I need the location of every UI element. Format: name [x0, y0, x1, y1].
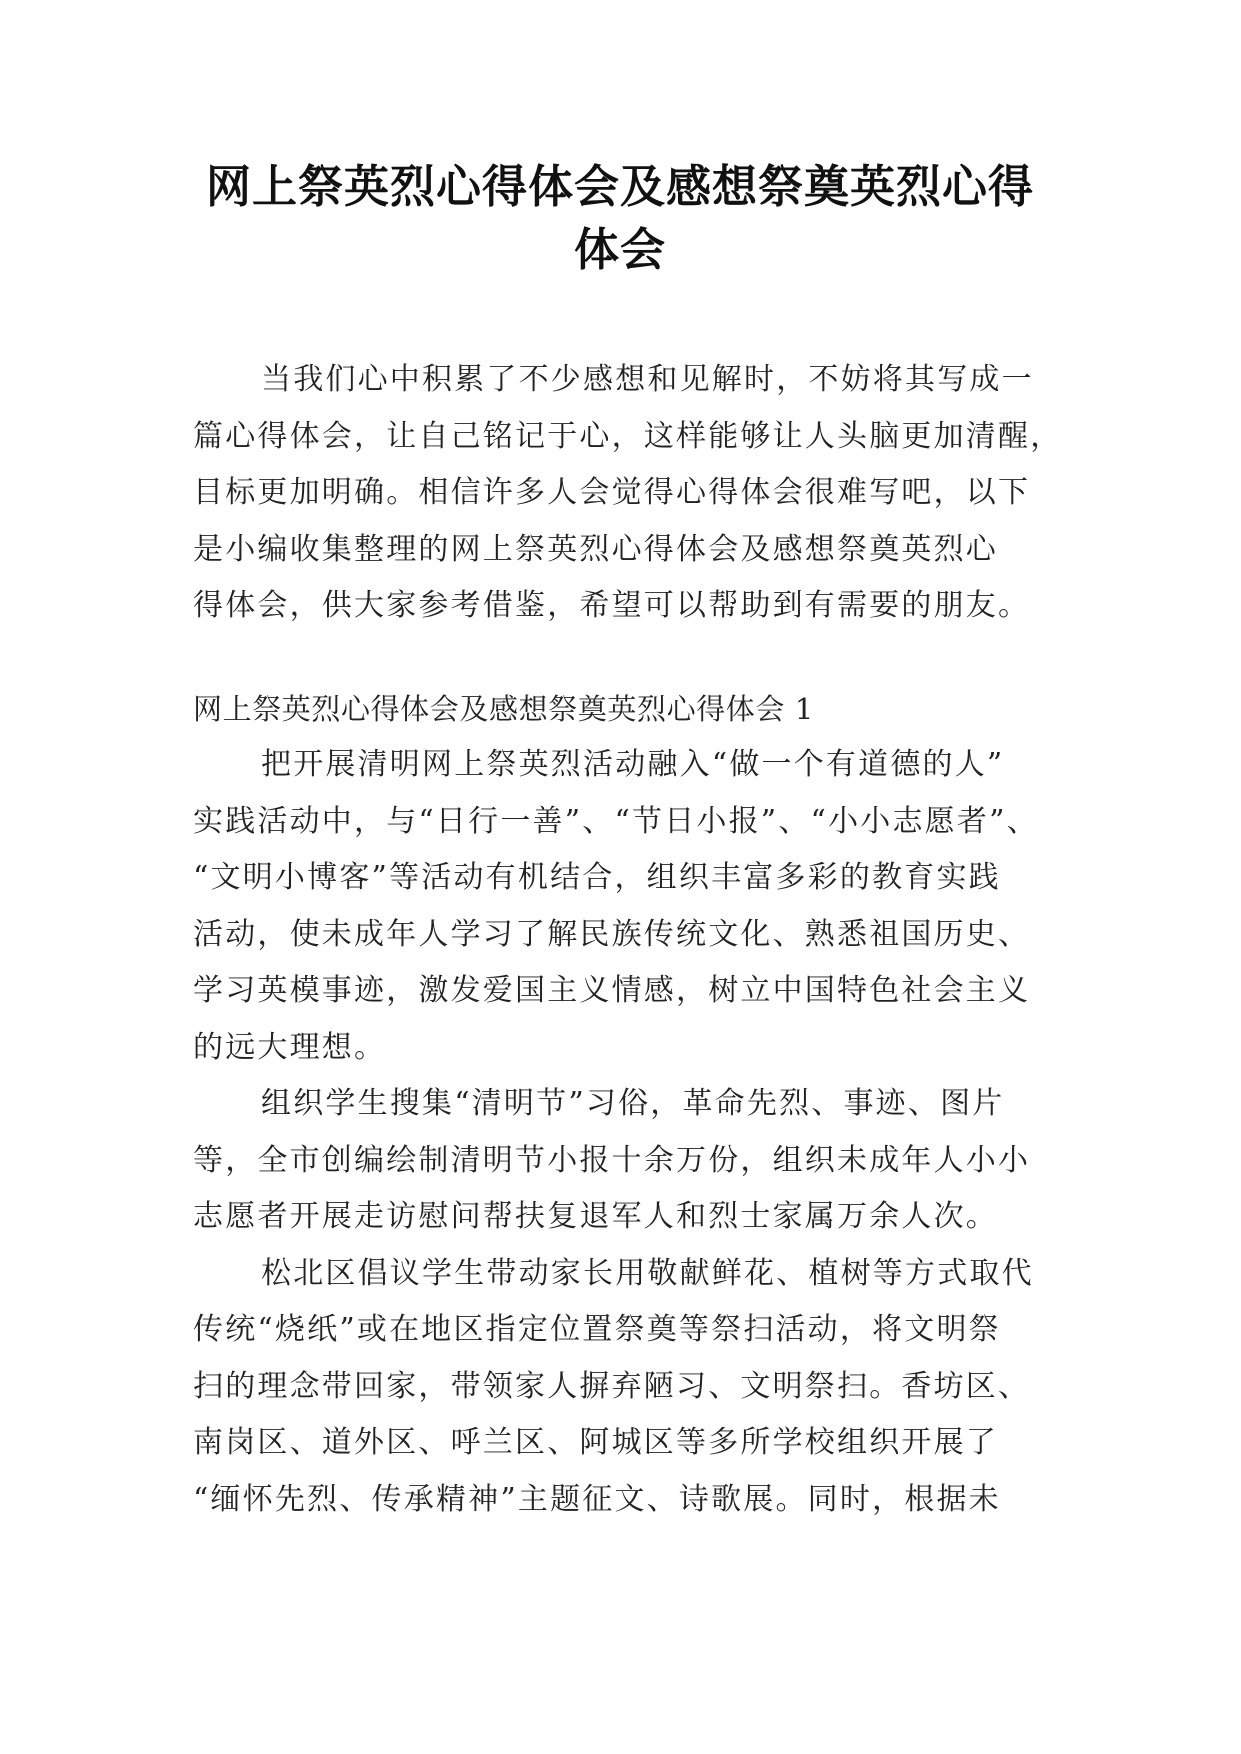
text-line: 扫的理念带回家，带领家人摒弃陋习、文明祭扫。香坊区、: [193, 1368, 1031, 1404]
section-heading: 网上祭英烈心得体会及感想祭奠英烈心得体会 1: [193, 691, 814, 726]
text-line: 活动，使未成年人学习了解民族传统文化、熟悉祖国历史、: [193, 916, 1031, 952]
text-line: “缅怀先烈、传承精神”主题征文、诗歌展。同时，根据未: [193, 1481, 1001, 1517]
document-body: [193, 352, 1065, 1528]
text-line: 目标更加明确。相信许多人会觉得心得体会很难写吧，以下: [193, 475, 1031, 510]
text-line: 的远大理想。: [193, 1029, 387, 1065]
text-line: 当我们心中积累了不少感想和见解时，不妨将其写成一: [261, 362, 1034, 397]
paragraph-2: [193, 1076, 1065, 1246]
text-line: “文明小博客”等活动有机结合，组织丰富多彩的教育实践: [193, 860, 1001, 895]
text-line: 实践活动中，与“日行一善”、“节日小报”、“小小志愿者”、: [193, 803, 1039, 839]
text-line: 传统“烧纸”或在地区指定位置祭奠等祭扫活动，将文明祭: [193, 1312, 1001, 1347]
text-line: 组织学生搜集“清明节”习俗，革命先烈、事迹、图片: [261, 1086, 1005, 1121]
paragraph-1: [193, 737, 1065, 1076]
title-line-2: 体会: [573, 223, 666, 276]
text-line: 是小编收集整理的网上祭英烈心得体会及感想祭奠英烈心: [193, 531, 998, 567]
text-line: 等，全市创编绘制清明节小报十余万份，组织未成年人小小: [193, 1142, 1031, 1178]
text-line: 学习英模事迹，激发爱国主义情感，树立中国特色社会主义: [193, 973, 1031, 1008]
paragraph-spacer: [193, 635, 1065, 681]
text-line: 篇心得体会，让自己铭记于心，这样能够让人头脑更加清醒，: [193, 418, 1063, 454]
title-line-1: 网上祭英烈心得体会及感想祭奠英烈心得: [205, 160, 1034, 213]
text-line: 南岗区、道外区、呼兰区、阿城区等多所学校组织开展了: [193, 1425, 998, 1460]
text-line: 得体会，供大家参考借鉴，希望可以帮助到有需要的朋友。: [193, 588, 1031, 623]
intro-paragraph: [193, 352, 1065, 635]
document-title: [150, 155, 1090, 281]
text-line: 松北区倡议学生带动家长用敬献鲜花、植树等方式取代: [261, 1255, 1034, 1291]
text-line: 志愿者开展走访慰问帮扶复退军人和烈士家属万余人次。: [193, 1199, 998, 1234]
text-line: 把开展清明网上祭英烈活动融入“做一个有道德的人”: [261, 747, 1005, 782]
paragraph-3: [193, 1246, 1065, 1529]
